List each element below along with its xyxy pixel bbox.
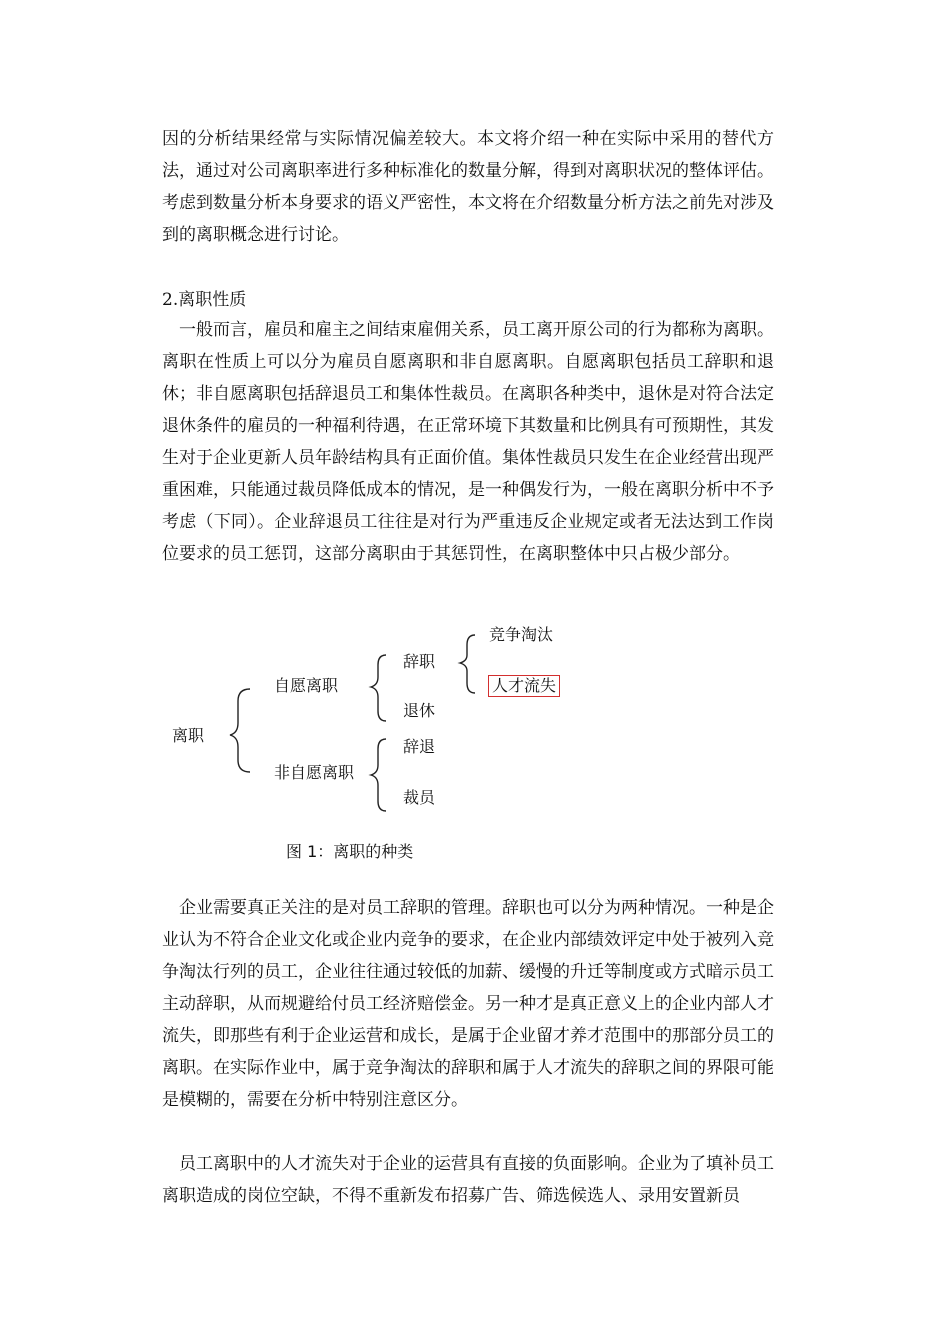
brace-involuntary xyxy=(371,739,386,811)
node-involuntary: 非自愿离职 xyxy=(274,763,355,782)
paragraph-intro: 因的分析结果经常与实际情况偏差较大。本文将介绍一种在实际中采用的替代方法，通过对公司离职率进行多种标准化的数量分解，得到对离职状况的整体评估。考虑到数量分析本身要求的语义严密性，本文将在介绍数量分析方法之前先对涉及到的离职概念进行讨论。 xyxy=(162,129,774,245)
node-retire: 退休 xyxy=(403,701,436,720)
node-layoff: 裁员 xyxy=(403,788,436,807)
brace-resign xyxy=(460,635,475,693)
node-talent-loss: 人才流失 xyxy=(488,675,560,697)
node-voluntary: 自愿离职 xyxy=(274,676,339,695)
node-dismiss: 辞退 xyxy=(403,737,436,756)
paragraph-resignation: 企业需要真正关注的是对员工辞职的管理。辞职也可以分为两种情况。一种是企业认为不符合企业文化或企业内竞争的要求，在企业内部绩效评定中处于被列入竞争淘汰行列的员工，企业往往通过较低的加薪、缓慢的升迁等制度或方式暗示员工主动辞职，从而规避给付员工经济赔偿金。另一种才是真正意义上的企业内部人才流失，即那些有利于企业运营和成长，是属于企业留才养才范围中的那部分员工的离职。在实际作业中，属于竞争淘汰的辞职和属于人才流失的辞职之间的界限可能是模糊的，需要在分析中特别注意区分。 xyxy=(162,898,774,1110)
node-turnover: 离职 xyxy=(172,726,205,745)
section-heading: 2.离职性质 xyxy=(162,290,247,310)
figure-caption: 图 1：离职的种类 xyxy=(286,842,414,861)
paragraph-talent-loss: 员工离职中的人才流失对于企业的运营具有直接的负面影响。企业为了填补员工离职造成的岗位空缺，不得不重新发布招募广告、筛选候选人、录用安置新员 xyxy=(162,1154,774,1206)
node-competition-elimination: 竞争淘汰 xyxy=(489,625,554,644)
brace-root xyxy=(230,689,250,772)
node-resign: 辞职 xyxy=(403,652,436,671)
turnover-classification-diagram xyxy=(160,615,620,861)
diagram-braces xyxy=(160,615,620,855)
paragraph-nature: 一般而言，雇员和雇主之间结束雇佣关系，员工离开原公司的行为都称为离职。离职在性质上可以分为雇员自愿离职和非自愿离职。自愿离职包括员工辞职和退休；非自愿离职包括辞退员工和集体性裁员。在离职各种类中，退休是对符合法定退休条件的雇员的一种福利待遇，在正常环境下其数量和比例具有可预期性，其发生对于企业更新人员年龄结构具有正面价值。集体性裁员只发生在企业经营出现严重困难，只能通过裁员降低成本的情况，是一种偶发行为，一般在离职分析中不予考虑（下同）。企业辞退员工往往是对行为严重违反企业规定或者无法达到工作岗位要求的员工惩罚，这部分离职由于其惩罚性，在离职整体中只占极少部分。 xyxy=(162,320,774,564)
brace-voluntary xyxy=(371,655,386,721)
